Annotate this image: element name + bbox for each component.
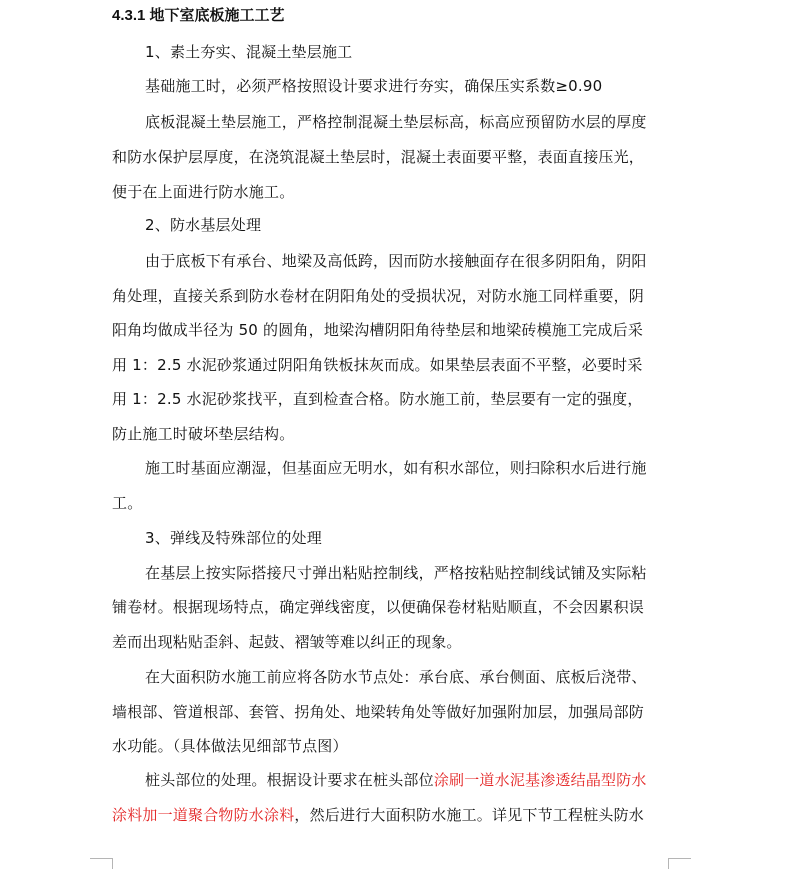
paragraph-line: 用 1：2.5 水泥砂浆找平，直到检查合格。防水施工前，垫层要有一定的强度， bbox=[112, 390, 643, 408]
text-run: ，然后进行大面积防水施工。详见下节工程桩头防水 bbox=[294, 806, 645, 824]
subheading-1: 1、素土夯实、混凝土垫层施工 bbox=[145, 43, 353, 61]
paragraph-line: 用 1：2.5 水泥砂浆通过阴阳角铁板抹灰而成。如果垫层表面不平整，必要时采 bbox=[112, 356, 643, 374]
margin-corner-mark bbox=[668, 858, 691, 869]
paragraph-line bbox=[145, 770, 647, 790]
paragraph-line: 水功能。（具体做法见细部节点图） bbox=[112, 737, 348, 755]
margin-corner-mark bbox=[90, 858, 113, 869]
paragraph-line: 工。 bbox=[112, 494, 143, 512]
paragraph-line: 底板混凝土垫层施工，严格控制混凝土垫层标高，标高应预留防水层的厚度 bbox=[145, 113, 647, 131]
paragraph-line: 在大面积防水施工前应将各防水节点处：承台底、承台侧面、底板后浇带、 bbox=[145, 668, 647, 686]
paragraph-line: 铺卷材。根据现场特点，确定弹线密度，以便确保卷材粘贴顺直，不会因累积误 bbox=[112, 598, 645, 616]
paragraph-line: 和防水保护层厚度，在浇筑混凝土垫层时，混凝土表面要平整，表面直接压光， bbox=[112, 148, 645, 166]
paragraph-line: 墙根部、管道根部、套管、拐角处、地梁转角处等做好加强附加层，加强局部防 bbox=[112, 703, 645, 721]
paragraph-line: 由于底板下有承台、地梁及高低跨，因而防水接触面存在很多阴阳角，阴阳 bbox=[145, 252, 647, 270]
highlighted-text: 涂料加一道聚合物防水涂料 bbox=[112, 806, 295, 824]
paragraph-line: 防止施工时破坏垫层结构。 bbox=[112, 425, 295, 443]
paragraph-line: 便于在上面进行防水施工。 bbox=[112, 183, 295, 201]
paragraph-line: 施工时基面应潮湿，但基面应无明水，如有积水部位，则扫除积水后进行施 bbox=[145, 459, 647, 477]
paragraph-line: 基础施工时，必须严格按照设计要求进行夯实，确保压实系数≥0.90 bbox=[145, 77, 603, 95]
paragraph-line: 阳角均做成半径为 50 的圆角，地梁沟槽阴阳角待垫层和地梁砖模施工完成后采 bbox=[112, 321, 644, 339]
highlighted-text: 涂刷一道水泥基渗透结晶型防水 bbox=[433, 771, 647, 789]
text-run: 桩头部位的处理。根据设计要求在桩头部位 bbox=[145, 771, 434, 789]
paragraph-line bbox=[112, 805, 644, 825]
section-heading: 4.3.1 地下室底板施工工艺 bbox=[112, 7, 285, 24]
subheading-2: 2、防水基层处理 bbox=[145, 216, 262, 234]
paragraph-line: 角处理，直接关系到防水卷材在阴阳角处的受损状况，对防水施工同样重要，阴 bbox=[112, 287, 645, 305]
paragraph-line: 在基层上按实际搭接尺寸弹出粘贴控制线，严格按粘贴控制线试铺及实际粘 bbox=[145, 564, 647, 582]
subheading-3: 3、弹线及特殊部位的处理 bbox=[145, 529, 322, 547]
paragraph-line: 差而出现粘贴歪斜、起鼓、褶皱等难以纠正的现象。 bbox=[112, 633, 462, 651]
